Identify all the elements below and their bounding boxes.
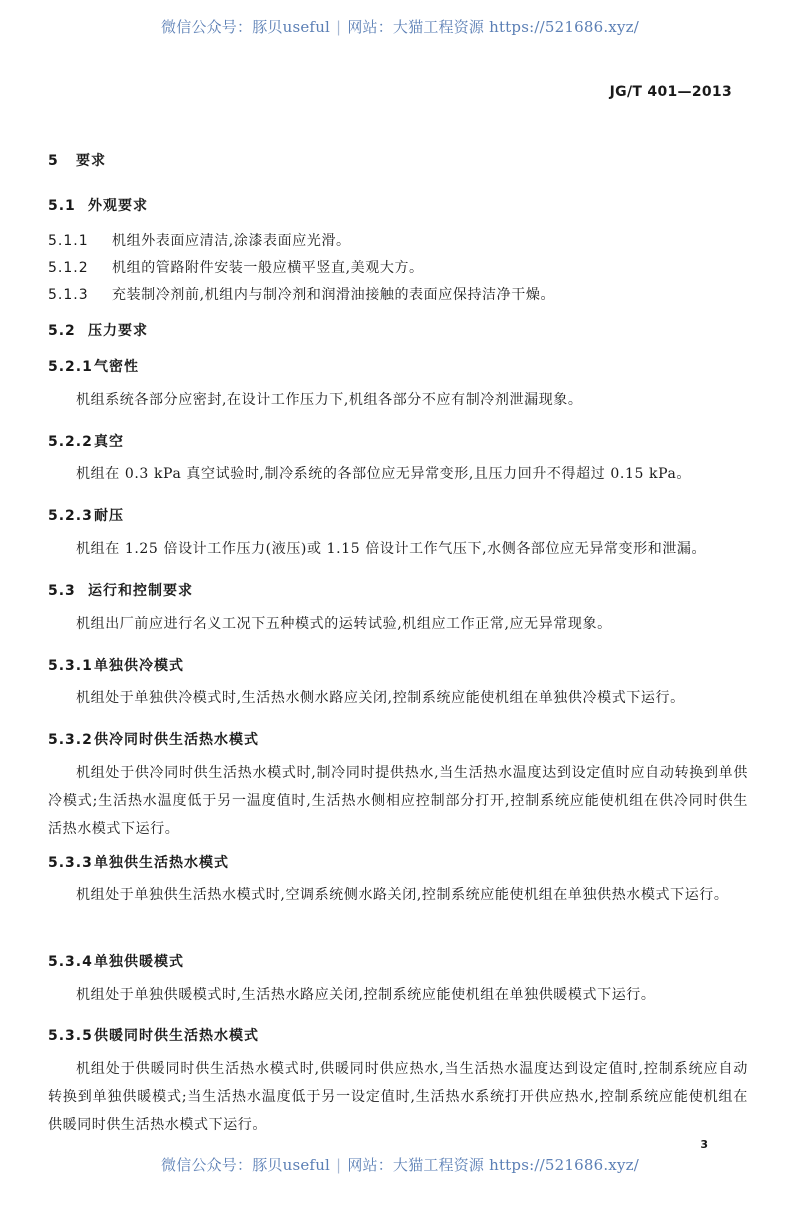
section-number: 5.2.3: [48, 508, 93, 524]
clause-text: 充装制冷剂前,机组内与制冷剂和润滑油接触的表面应保持洁净干燥。: [112, 287, 556, 303]
section-5-3-5-heading: [48, 1025, 259, 1045]
section-title: 单独供暖模式: [94, 954, 184, 970]
page-number: 3: [700, 1138, 708, 1151]
watermark-wechat-text: 微信公众号：豚贝useful: [161, 1156, 331, 1174]
clause-number: 5.1.1: [48, 233, 89, 249]
watermark-top: [0, 16, 800, 37]
section-title: 耐压: [94, 508, 124, 524]
section-number: 5: [48, 153, 59, 169]
section-5-2-1-heading: [48, 356, 139, 376]
section-5-2-3-heading: [48, 505, 124, 525]
clause-number: 5.1.3: [48, 287, 89, 303]
clause-5-1-3: [48, 284, 555, 304]
section-number: 5.1: [48, 198, 76, 214]
paragraph-5-2-1: 机组系统各部分应密封,在设计工作压力下,机组各部分不应有制冷剂泄漏现象。: [76, 392, 583, 408]
paragraph-5-2-3: 机组在 1.25 倍设计工作压力(液压)或 1.15 倍设计工作气压下,水侧各部位应无异常变形和泄漏。: [76, 541, 707, 557]
watermark-wechat-text: 微信公众号：豚贝useful: [161, 18, 331, 36]
watermark-website-text: 网站：大猫工程资源 https://521686.xyz/: [347, 18, 639, 36]
paragraph-5-3-2: 机组处于供冷同时供生活热水模式时,制冷同时提供热水,当生活热水温度达到设定值时应自动转换到单供冷模式;生活热水温度低于另一温度值时,生活热水侧相应控制部分打开,控制系统应能使机组在供冷同时供生活热水模式下运行。: [48, 765, 748, 837]
standard-code: JG/T 401—2013: [609, 84, 732, 100]
section-5-heading: [48, 150, 106, 170]
watermark-separator: |: [336, 1156, 342, 1174]
section-number: 5.3.2: [48, 732, 93, 748]
section-title: 要求: [76, 153, 106, 169]
section-title: 供冷同时供生活热水模式: [94, 732, 259, 748]
section-number: 5.2: [48, 323, 76, 339]
paragraph-5-3: 机组出厂前应进行名义工况下五种模式的运转试验,机组应工作正常,应无异常现象。: [76, 616, 612, 632]
paragraph-5-3-4: 机组处于单独供暖模式时,生活热水路应关闭,控制系统应能使机组在单独供暖模式下运行。: [76, 987, 656, 1003]
section-number: 5.3: [48, 583, 76, 599]
section-number: 5.3.1: [48, 658, 93, 674]
section-number: 5.3.5: [48, 1028, 93, 1044]
section-title: 单独供冷模式: [94, 658, 184, 674]
section-title: 压力要求: [88, 323, 148, 339]
paragraph-5-3-1: 机组处于单独供冷模式时,生活热水侧水路应关闭,控制系统应能使机组在单独供冷模式下运行。: [76, 690, 685, 706]
paragraph-5-2-2: 机组在 0.3 kPa 真空试验时,制冷系统的各部位应无异常变形,且压力回升不得超过 0.15 kPa。: [76, 466, 692, 482]
section-5-3-3-heading: [48, 852, 229, 872]
watermark-website-text: 网站：大猫工程资源 https://521686.xyz/: [347, 1156, 639, 1174]
section-title: 单独供生活热水模式: [94, 855, 229, 871]
section-5-1-heading: [48, 195, 148, 215]
clause-number: 5.1.2: [48, 260, 89, 276]
section-5-3-1-heading: [48, 655, 184, 675]
section-5-3-4-heading: [48, 951, 184, 971]
section-title: 外观要求: [88, 198, 148, 214]
clause-5-1-2: [48, 257, 424, 277]
section-5-3-heading: [48, 580, 193, 600]
watermark-bottom: [0, 1154, 800, 1175]
clause-5-1-1: [48, 230, 351, 250]
paragraph-5-3-5: 机组处于供暖同时供生活热水模式时,供暖同时供应热水,当生活热水温度达到设定值时,控制系统应自动转换到单独供暖模式;当生活热水温度低于另一设定值时,生活热水系统打开供应热水,控制系统应能使机组在供暖同时供生活热水模式下运行。: [48, 1061, 748, 1133]
section-number: 5.3.4: [48, 954, 93, 970]
clause-text: 机组的管路附件安装一般应横平竖直,美观大方。: [112, 260, 424, 276]
section-title: 运行和控制要求: [88, 583, 193, 599]
watermark-separator: |: [336, 18, 342, 36]
section-5-3-2-heading: [48, 729, 259, 749]
section-number: 5.3.3: [48, 855, 93, 871]
section-number: 5.2.2: [48, 434, 93, 450]
section-title: 供暖同时供生活热水模式: [94, 1028, 259, 1044]
section-5-2-heading: [48, 320, 148, 340]
section-number: 5.2.1: [48, 359, 93, 375]
paragraph-5-3-3: 机组处于单独供生活热水模式时,空调系统侧水路关闭,控制系统应能使机组在单独供热水模式下运行。: [76, 887, 729, 903]
section-title: 气密性: [94, 359, 139, 375]
section-title: 真空: [94, 434, 124, 450]
section-5-2-2-heading: [48, 431, 124, 451]
clause-text: 机组外表面应清洁,涂漆表面应光滑。: [112, 233, 351, 249]
